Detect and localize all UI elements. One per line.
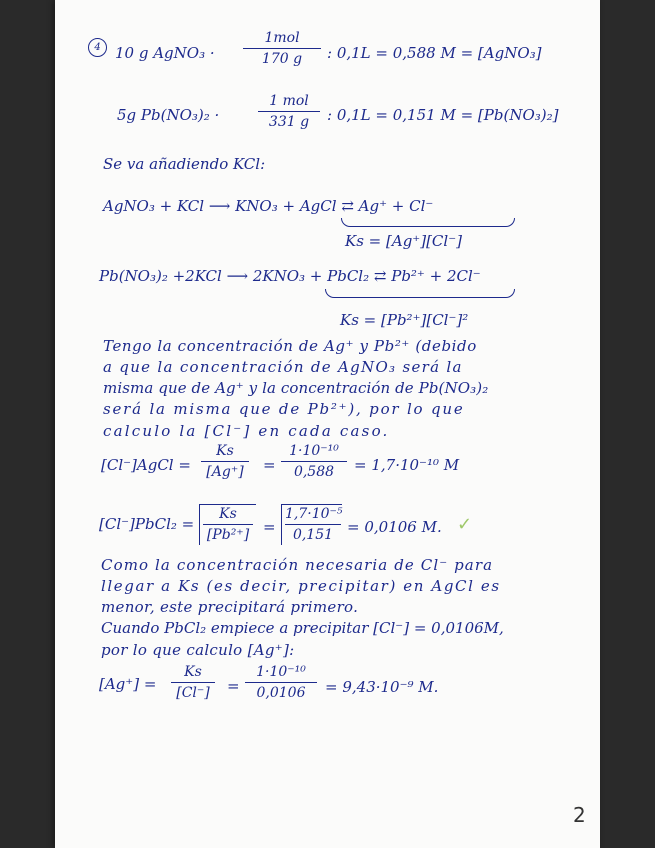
line2-den: 331 g xyxy=(268,114,310,131)
reaction2: Pb(NO₃)₂ +2KCl ⟶ 2KNO₃ + PbCl₂ ⇄ Pb²⁺ + 2Cl⁻ xyxy=(99,267,481,285)
fraction-bar xyxy=(171,682,215,683)
eq-pbcl2-fraction1 xyxy=(203,506,253,543)
line1-prefix: 10 g AgNO₃ · xyxy=(115,44,215,62)
eq-pbcl2-f2-den: 0,151 xyxy=(292,527,334,544)
eq-ag-lhs: [Ag⁺] = xyxy=(99,675,157,693)
adding-kcl-text: Se va añadiendo KCl: xyxy=(103,155,266,173)
eq-pbcl2-fraction2 xyxy=(285,506,341,543)
eq-agcl-fraction2 xyxy=(281,443,347,480)
line2-num: 1 mol xyxy=(269,93,309,109)
eq-ag-f2-den: 0,0106 xyxy=(256,685,306,702)
eq-ag-f1-num: Ks xyxy=(184,664,202,680)
eq-ag-equals: = xyxy=(227,677,240,695)
paragraph1-line: Tengo la concentración de Ag⁺ y Pb²⁺ (debido xyxy=(103,337,477,355)
eq-pbcl2-result: = 0,0106 M. xyxy=(347,518,442,536)
ks2: Ks = [Pb²⁺][Cl⁻]² xyxy=(340,311,469,329)
eq-agcl-fraction1 xyxy=(201,443,249,480)
ks1: Ks = [Ag⁺][Cl⁻] xyxy=(345,232,462,250)
line2-prefix: 5g Pb(NO₃)₂ · xyxy=(117,106,220,124)
line2-fraction xyxy=(258,93,320,130)
reaction2-brace xyxy=(325,289,515,298)
paragraph1-line: misma que de Ag⁺ y la concentración de Pb(NO₃)₂ xyxy=(103,379,489,397)
paragraph2-line: por lo que calculo [Ag⁺]: xyxy=(101,641,295,659)
paragraph2-line: Como la concentración necesaria de Cl⁻ para xyxy=(101,556,494,574)
page-number: 2 xyxy=(573,803,586,827)
eq-ag-f1-den: [Cl⁻] xyxy=(176,685,210,702)
eq-pbcl2-f2-num: 1,7·10⁻⁵ xyxy=(285,506,343,522)
paragraph1-line: será la misma que de Pb²⁺), por lo que xyxy=(103,400,465,418)
paragraph1-line: a que la concentración de AgNO₃ será la xyxy=(103,358,463,376)
fraction-bar xyxy=(201,461,249,462)
eq-agcl-f2-num: 1·10⁻¹⁰ xyxy=(289,443,339,459)
eq-agcl-f1-num: Ks xyxy=(216,443,234,459)
fraction-bar xyxy=(281,461,347,462)
line1-num: 1mol xyxy=(264,30,300,46)
eq-agcl-f2-den: 0,588 xyxy=(293,464,335,481)
paragraph1-line: calculo la [Cl⁻] en cada caso. xyxy=(103,422,390,440)
eq-agcl-result: = 1,7·10⁻¹⁰ M xyxy=(354,456,460,474)
paragraph2-line: menor, este precipitará primero. xyxy=(101,598,359,616)
eq-pbcl2-equals: = xyxy=(263,518,276,536)
fraction-bar xyxy=(285,524,341,525)
checkmark-icon: ✓ xyxy=(457,514,473,535)
eq-ag-f2-num: 1·10⁻¹⁰ xyxy=(256,664,306,680)
line2-suffix: : 0,1L = 0,151 M = [Pb(NO₃)₂] xyxy=(327,106,559,124)
eq-agcl-lhs: [Cl⁻]AgCl = xyxy=(101,456,191,474)
fraction-bar xyxy=(258,111,320,112)
problem-number: 4 xyxy=(88,38,107,57)
eq-pbcl2-f1-num: Ks xyxy=(219,506,237,522)
line1-den: 170 g xyxy=(261,51,303,68)
fraction-bar xyxy=(245,682,317,683)
eq-pbcl2-lhs: [Cl⁻]PbCl₂ = xyxy=(99,515,195,533)
fraction-bar xyxy=(203,524,253,525)
paragraph2-line: llegar a Ks (es decir, precipitar) en AgCl es xyxy=(101,577,501,595)
line1-suffix: : 0,1L = 0,588 M = [AgNO₃] xyxy=(327,44,542,62)
line1-fraction xyxy=(243,30,321,67)
eq-ag-fraction1 xyxy=(171,664,215,701)
eq-agcl-f1-den: [Ag⁺] xyxy=(206,464,244,481)
eq-agcl-equals: = xyxy=(263,456,276,474)
reaction1: AgNO₃ + KCl ⟶ KNO₃ + AgCl ⇄ Ag⁺ + Cl⁻ xyxy=(103,197,434,215)
paragraph2-line: Cuando PbCl₂ empiece a precipitar [Cl⁻] = 0,0106M, xyxy=(101,619,504,637)
eq-ag-fraction2 xyxy=(245,664,317,701)
reaction1-brace xyxy=(341,218,515,227)
fraction-bar xyxy=(243,48,321,49)
eq-pbcl2-f1-den: [Pb²⁺] xyxy=(206,527,250,544)
notebook-page xyxy=(55,0,600,848)
eq-ag-result: = 9,43·10⁻⁹ M. xyxy=(325,678,439,696)
